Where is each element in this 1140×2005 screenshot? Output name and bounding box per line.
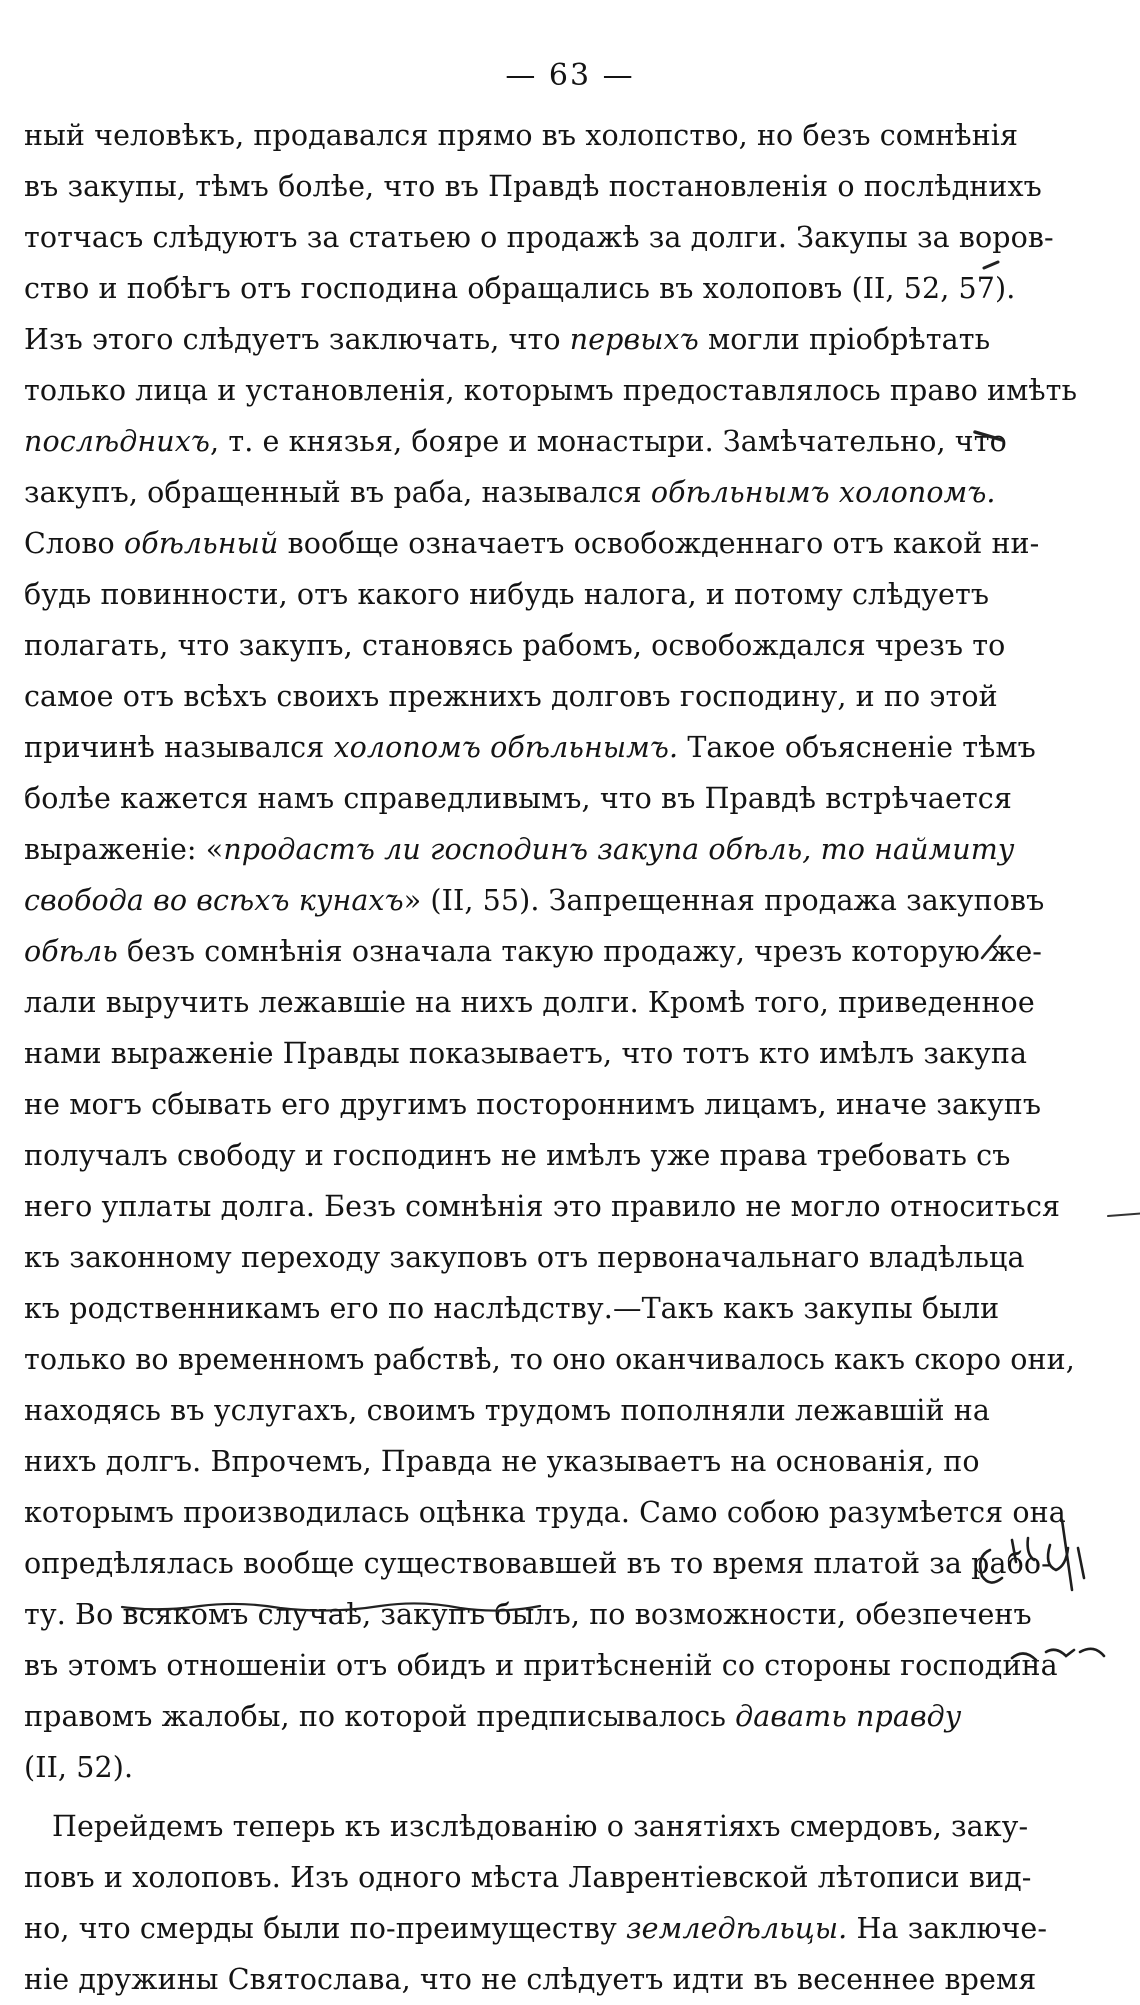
text-line [24, 1691, 962, 1742]
text-run: ство и побѣгъ отъ господина обращались въ холоповъ (II, 52, 57). [24, 272, 1016, 305]
italic-phrase: земледѣльцы. [626, 1912, 848, 1945]
text-run: закупъ, обращенный въ раба, назывался [24, 476, 651, 509]
text-line [24, 824, 1015, 875]
text-line [24, 110, 1019, 161]
text-run: повъ и холоповъ. Изъ одного мѣста Лаврентіевской лѣтописи вид- [24, 1861, 1032, 1894]
italic-phrase: обѣльнымъ холопомъ. [650, 476, 996, 509]
text-run: получалъ свободу и господинъ не имѣлъ уже права требовать съ [24, 1139, 1011, 1172]
italic-phrase: свобода во всѣхъ кунахъ [24, 884, 404, 917]
text-line [24, 161, 1042, 212]
text-line [24, 1801, 1029, 1852]
text-run: нихъ долгъ. Впрочемъ, Правда не указываетъ на основанія, по [24, 1445, 980, 1478]
text-line [24, 1334, 1075, 1385]
text-line [24, 1538, 1051, 1589]
text-line [24, 1487, 1066, 1538]
text-line [24, 1903, 1048, 1954]
text-line [24, 1954, 1037, 2005]
text-line [24, 977, 1035, 1028]
text-line [24, 1436, 980, 1487]
text-line [24, 365, 1078, 416]
text-run: только во временномъ рабствѣ, то оно оканчивалось какъ скоро они, [24, 1343, 1075, 1376]
margin-tick-mark [984, 262, 998, 268]
margin-dash-mark [1108, 1213, 1140, 1216]
italic-phrase: давать правду [735, 1700, 962, 1733]
text-run: Изъ этого слѣдуетъ заключать, что [24, 323, 570, 356]
text-run: въ этомъ отношеніи отъ обидъ и притѣсненій со стороны господина [24, 1649, 1058, 1682]
text-line [24, 1385, 990, 1436]
text-run: къ родственникамъ его по наслѣдству.—Такъ какъ закупы были [24, 1292, 1000, 1325]
text-run: находясь въ услугахъ, своимъ трудомъ пополняли лежавшій на [24, 1394, 990, 1427]
text-line [24, 1079, 1042, 1130]
text-run: самое отъ всѣхъ своихъ прежнихъ долговъ господину, и по этой [24, 680, 998, 713]
text-line [24, 1742, 954, 1793]
text-run: которымъ производилась оцѣнка труда. Само собою разумѣется она [24, 1496, 1066, 1529]
text-run: будь повинности, отъ какого нибудь налога, и потому слѣдуетъ [24, 578, 990, 611]
text-line [24, 569, 990, 620]
text-run: Такое объясненіе тѣмъ [678, 731, 1036, 764]
text-run: Слово [24, 527, 124, 560]
text-line [24, 1028, 1028, 1079]
handwritten-margin-note [980, 1520, 1104, 1660]
text-line [24, 926, 1043, 977]
italic-phrase: холопомъ обѣльнымъ. [333, 731, 679, 764]
text-run: въ закупы, тѣмъ болѣе, что въ Правдѣ постановленія о послѣднихъ [24, 170, 1042, 203]
text-line [24, 722, 1036, 773]
italic-phrase: обѣльный [123, 527, 279, 560]
text-line [24, 875, 1045, 926]
text-run: выраженіе: « [24, 833, 224, 866]
text-run: но, что смерды были по-преимуществу [24, 1912, 627, 1945]
text-run: причинѣ назывался [24, 731, 334, 764]
text-run: Перейдемъ теперь къ изслѣдованію о занятіяхъ смердовъ, заку- [52, 1810, 1029, 1843]
text-line [24, 1232, 1025, 1283]
text-run: къ законному переходу закуповъ отъ первоначальнаго владѣльца [24, 1241, 1025, 1274]
text-run: ту. Во всякомъ случаѣ, закупъ былъ, по возможности, обезпеченъ [24, 1598, 1032, 1631]
text-block [24, 110, 1078, 2005]
text-run: » (II, 55). Запрещенная продажа закуповъ [403, 884, 1045, 917]
text-run: тотчасъ слѣдуютъ за статьею о продажѣ за долги. Закупы за воров- [24, 221, 1054, 254]
page-number: — 63 — [505, 58, 635, 93]
text-line [24, 620, 1006, 671]
text-line [24, 416, 1007, 467]
text-run: полагать, что закупъ, становясь рабомъ, освобождался чрезъ то [24, 629, 1006, 662]
text-line [24, 467, 996, 518]
text-run: него уплаты долга. Безъ сомнѣнія это правило не могло относиться [24, 1190, 1061, 1223]
text-run: нами выраженіе Правды показываетъ, что тотъ кто имѣлъ закупа [24, 1037, 1028, 1070]
text-run: ный человѣкъ, продавался прямо въ холопство, но безъ сомнѣнія [24, 119, 1019, 152]
text-line [24, 1130, 1011, 1181]
text-line [24, 1283, 1000, 1334]
text-run: На заключе- [847, 1912, 1048, 1945]
text-run: , т. е князья, бояре и монастыри. Замѣчательно, что [210, 425, 1007, 458]
text-run: лали выручить лежавшіе на нихъ долги. Кромѣ того, приведенное [24, 986, 1035, 1019]
italic-phrase: послѣднихъ [24, 425, 211, 458]
text-line [24, 314, 991, 365]
text-line [24, 212, 1054, 263]
text-run: только лица и установленія, которымъ предоставлялось право имѣть [24, 374, 1078, 407]
text-run: опредѣлялась вообще существовавшей въ то время платой за рабо- [24, 1547, 1051, 1580]
italic-phrase: первыхъ [569, 323, 699, 356]
text-run: (II, 52). [24, 1751, 134, 1784]
text-run: вообще означаетъ освобожденнаго отъ какой ни- [278, 527, 1040, 560]
text-run: ніе дружины Святослава, что не слѣдуетъ идти въ весеннее время [24, 1963, 1037, 1996]
text-run: безъ сомнѣнія означала такую продажу, чрезъ которую же- [117, 935, 1043, 968]
text-run: правомъ жалобы, по которой предписывалось [24, 1700, 736, 1733]
text-line [24, 518, 1040, 569]
text-line [24, 1181, 1061, 1232]
italic-phrase: продастъ ли господинъ закупа обѣль, то наймиту [223, 833, 1015, 866]
text-line [24, 263, 1016, 314]
text-run: болѣе кажется намъ справедливымъ, что въ Правдѣ встрѣчается [24, 782, 1012, 815]
text-line [24, 1852, 1032, 1903]
text-line [24, 671, 998, 722]
text-line [24, 1640, 1058, 1691]
text-run: могли пріобрѣтать [698, 323, 991, 356]
italic-phrase: обѣль [24, 935, 118, 968]
text-run: не могъ сбывать его другимъ постороннимъ лицамъ, иначе закупъ [24, 1088, 1042, 1121]
text-line [24, 773, 1012, 824]
text-line [24, 1589, 1032, 1640]
